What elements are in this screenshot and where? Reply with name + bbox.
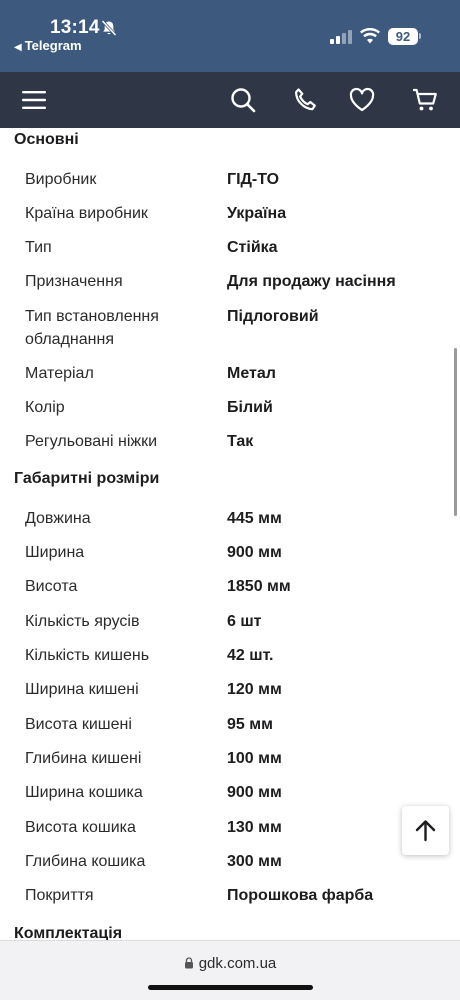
spec-label: Ширина кишені — [25, 681, 139, 698]
spec-label: Тип встановлення обладнання — [25, 308, 159, 348]
spec-label: Країна виробник — [25, 205, 148, 222]
spec-label: Висота — [25, 578, 78, 595]
spec-label: Кількість кишень — [25, 647, 150, 664]
spec-label: Ширина кошика — [25, 784, 143, 801]
status-time: 13:14 — [50, 17, 100, 38]
spec-value: 1850 мм — [227, 578, 291, 595]
status-bar — [0, 0, 460, 72]
scrollbar[interactable] — [454, 348, 457, 516]
spec-value: Для продажу насіння — [227, 273, 396, 290]
spec-value: 95 мм — [227, 716, 273, 733]
spec-label: Виробник — [25, 171, 97, 188]
arrow-up-icon — [414, 819, 437, 842]
site-header — [0, 72, 460, 128]
spec-value: Так — [227, 433, 254, 450]
cellular-signal-icon — [330, 30, 352, 44]
specifications — [0, 128, 460, 940]
spec-value: ГІД-ТО — [227, 171, 280, 188]
menu-icon[interactable] — [20, 86, 48, 114]
spec-label: Призначення — [25, 273, 123, 290]
spec-value: 900 мм — [227, 784, 282, 801]
phone-icon[interactable] — [291, 86, 319, 114]
spec-label: Покриття — [25, 887, 94, 904]
back-to-app-link[interactable] — [14, 38, 82, 53]
spec-label: Ширина — [25, 544, 85, 561]
spec-value: 120 мм — [227, 681, 282, 698]
spec-label: Колір — [25, 399, 65, 416]
back-app-label: Telegram — [24, 38, 82, 53]
back-triangle-icon: ◀ — [14, 42, 22, 53]
section-title-dimensions: Габаритні розміри — [14, 470, 160, 487]
spec-value: Підлоговий — [227, 308, 319, 325]
cart-icon[interactable] — [411, 86, 439, 114]
url-text: gdk.com.ua — [198, 955, 277, 972]
spec-label: Кількість ярусів — [25, 613, 140, 630]
section-title-main: Основні — [14, 131, 79, 148]
spec-label: Висота кишені — [25, 716, 132, 733]
spec-value: 300 мм — [227, 853, 282, 870]
spec-value: 900 мм — [227, 544, 282, 561]
spec-label: Довжина — [25, 510, 91, 527]
browser-address-bar — [0, 940, 460, 1000]
spec-value: 445 мм — [227, 510, 282, 527]
spec-value: 42 шт. — [227, 647, 274, 664]
wifi-icon — [360, 28, 380, 44]
spec-label: Глибина кишені — [25, 750, 142, 767]
battery-level: 92 — [388, 28, 418, 45]
spec-value: Україна — [227, 205, 287, 222]
spec-label: Глибина кошика — [25, 853, 146, 870]
lock-icon — [184, 957, 194, 969]
battery-cap — [419, 33, 421, 39]
spec-label: Регульовані ніжки — [25, 433, 158, 450]
heart-icon[interactable] — [348, 86, 376, 114]
search-icon[interactable] — [229, 86, 257, 114]
spec-value: Білий — [227, 399, 273, 416]
url-field[interactable] — [0, 955, 460, 972]
bell-muted-icon — [100, 19, 118, 37]
home-indicator[interactable] — [148, 985, 313, 990]
spec-label: Висота кошика — [25, 819, 136, 836]
spec-value: 130 мм — [227, 819, 282, 836]
section-title-package: Комплектація — [14, 925, 123, 940]
spec-value: 6 шт — [227, 613, 262, 630]
scroll-to-top-button[interactable] — [402, 806, 449, 855]
spec-label: Матеріал — [25, 365, 94, 382]
spec-value: Метал — [227, 365, 276, 382]
spec-value: 100 мм — [227, 750, 282, 767]
spec-label: Тип — [25, 239, 52, 256]
spec-value: Порошкова фарба — [227, 887, 374, 904]
spec-value: Стійка — [227, 239, 278, 256]
